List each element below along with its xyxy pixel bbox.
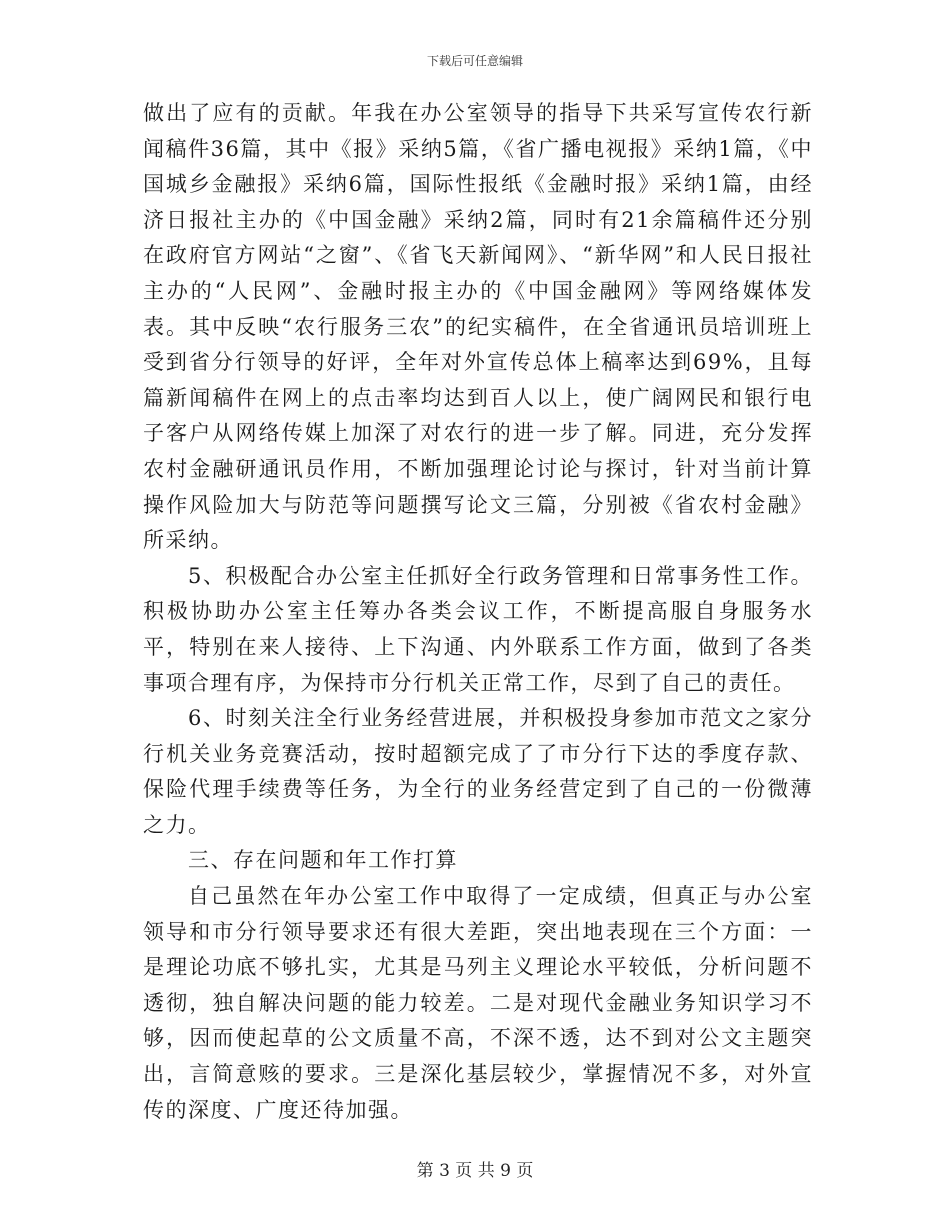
- paragraph-item-5: 5、积极配合办公室主任抓好全行政务管理和日常事务性工作。积极协助办公室主任筹办各类会议工作，不断提高服自身服务水平，特别在来人接待、上下沟通、内外联系工作方面，做到了各类事项合理有序，为保持市分行机关正常工作，尽到了自己的责任。: [143, 563, 813, 695]
- paragraph-shortcomings: 自己虽然在年办公室工作中取得了一定成绩，但真正与办公室领导和市分行领导要求还有很大差距，突出地表现在三个方面：一是理论功底不够扎实，尤其是马列主义理论水平较低，分析问题不透彻，独自解决问题的能力较差。二是对现代金融业务知识学习不够，因而使起草的公文质量不高，不深不透，达不到对公文主题突出，言简意赅的要求。三是深化基层较少，掌握情况不多，对外宣传的深度、广度还待加强。: [143, 884, 813, 1122]
- paragraph-item-6: 6、时刻关注全行业务经营进展，并积极投身参加市范文之家分行机关业务竞赛活动，按时超额完成了了市分行下达的季度存款、保险代理手续费等任务，为全行的业务经营定到了自己的一份微薄之力。: [143, 706, 813, 837]
- paragraph-contribution: 做出了应有的贡献。年我在办公室领导的指导下共采写宣传农行新闻稿件36篇，其中《报》采纳5篇，《省广播电视报》采纳1篇，《中国城乡金融报》采纳6篇，国际性报纸《金融时报》采纳1篇，由经济日报社主办的《中国金融》采纳2篇，同时有21余篇稿件还分别在政府官方网站“之窗”、《省飞天新闻网》、“新华网”和人民日报社主办的“人民网”、金融时报主办的《中国金融网》等网络媒体发表。其中反映“农行服务三农”的纪实稿件，在全省通讯员培训班上受到省分行领导的好评，全年对外宣传总体上稿率达到69%，且每篇新闻稿件在网上的点击率均达到百人以上，使广阔网民和银行电子客户从网络传媒上加深了对农行的进一步了解。同进，充分发挥农村金融研通讯员作用，不断加强理论讨论与探讨，针对当前计算操作风险加大与防范等问题撰写论文三篇，分别被《省农村金融》所采纳。: [143, 101, 813, 553]
- document-body: [143, 96, 813, 1128]
- page-header-note: 下载后可任意编辑: [426, 54, 523, 68]
- section-heading-problems-plans: 三、存在问题和年工作打算: [188, 848, 458, 873]
- page-number: 第 3 页 共 9 页: [416, 1161, 534, 1181]
